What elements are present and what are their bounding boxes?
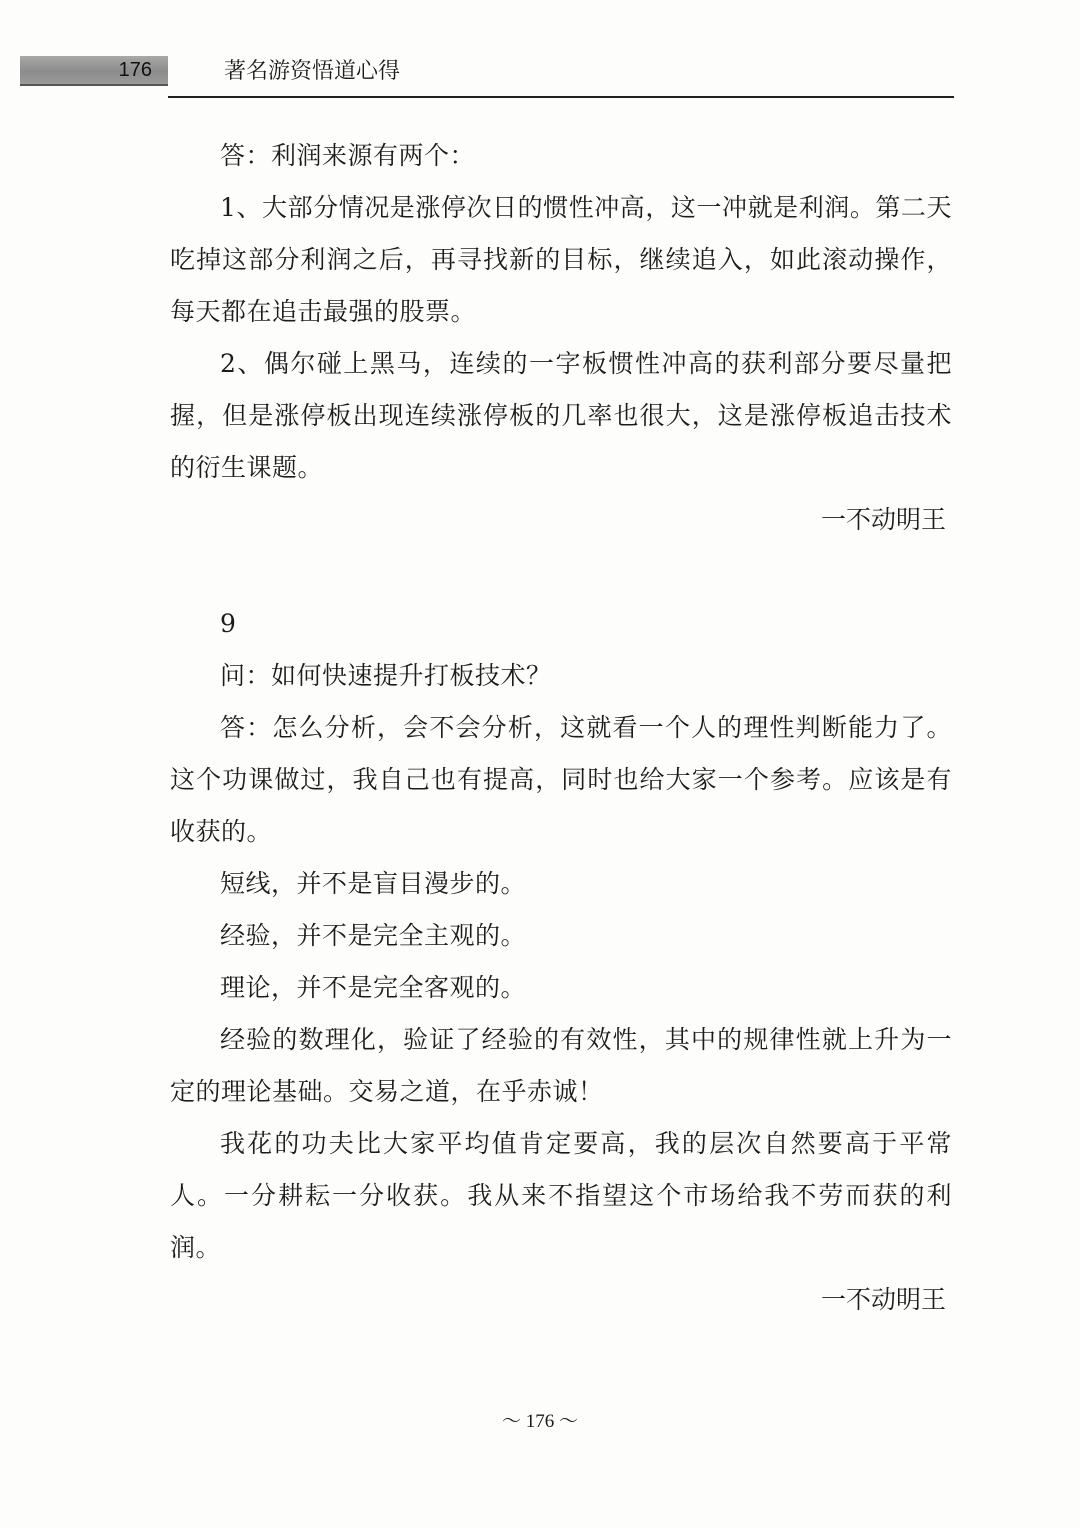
footer-page-number: ～ 176 ～ (501, 1411, 578, 1432)
section-spacer (170, 546, 952, 598)
signature-2: 一不动明王 (820, 1285, 946, 1314)
paragraph-effort: 我花的功夫比大家平均值肯定要高，我的层次自然要高于平常人。一分耕耘一分收获。我从来不指望这个市场给我不劳而获的利润。 (170, 1129, 952, 1262)
question: 问：如何快速提升打板技术？ (220, 661, 552, 690)
signature-1: 一不动明王 (820, 505, 946, 534)
page-number-tab (20, 56, 168, 86)
section-number: 9 (220, 609, 237, 638)
profit-point-1: 1、大部分情况是涨停次日的惯性冲高，这一冲就是利润。第二天吃掉这部分利润之后，再寻找新的目标，继续追入，如此滚动操作，每天都在追击最强的股票。 (170, 193, 952, 326)
running-header-title: 著名游资悟道心得 (224, 59, 401, 84)
profit-point-2: 2、偶尔碰上黑马，连续的一字板惯性冲高的获利部分要尽量把握，但是涨停板出现连续涨停板的几率也很大，这是涨停板追击技术的衍生课题。 (170, 349, 952, 482)
answer: 答：怎么分析，会不会分析，这就看一个人的理性判断能力了。这个功课做过，我自己也有提高，同时也给大家一个参考。应该是有收获的。 (170, 713, 952, 846)
answer-intro: 答：利润来源有两个： (220, 141, 476, 170)
maxim-theory: 理论，并不是完全客观的。 (220, 973, 527, 1002)
header-page-number: 176 (118, 59, 152, 81)
paragraph-theory: 经验的数理化，验证了经验的有效性，其中的规律性就上升为一定的理论基础。交易之道，在乎赤诚！ (170, 1025, 952, 1106)
maxim-experience: 经验，并不是完全主观的。 (220, 921, 527, 950)
header-divider (168, 96, 954, 98)
maxim-short-term: 短线，并不是盲目漫步的。 (220, 869, 527, 898)
page-body (170, 130, 952, 1326)
